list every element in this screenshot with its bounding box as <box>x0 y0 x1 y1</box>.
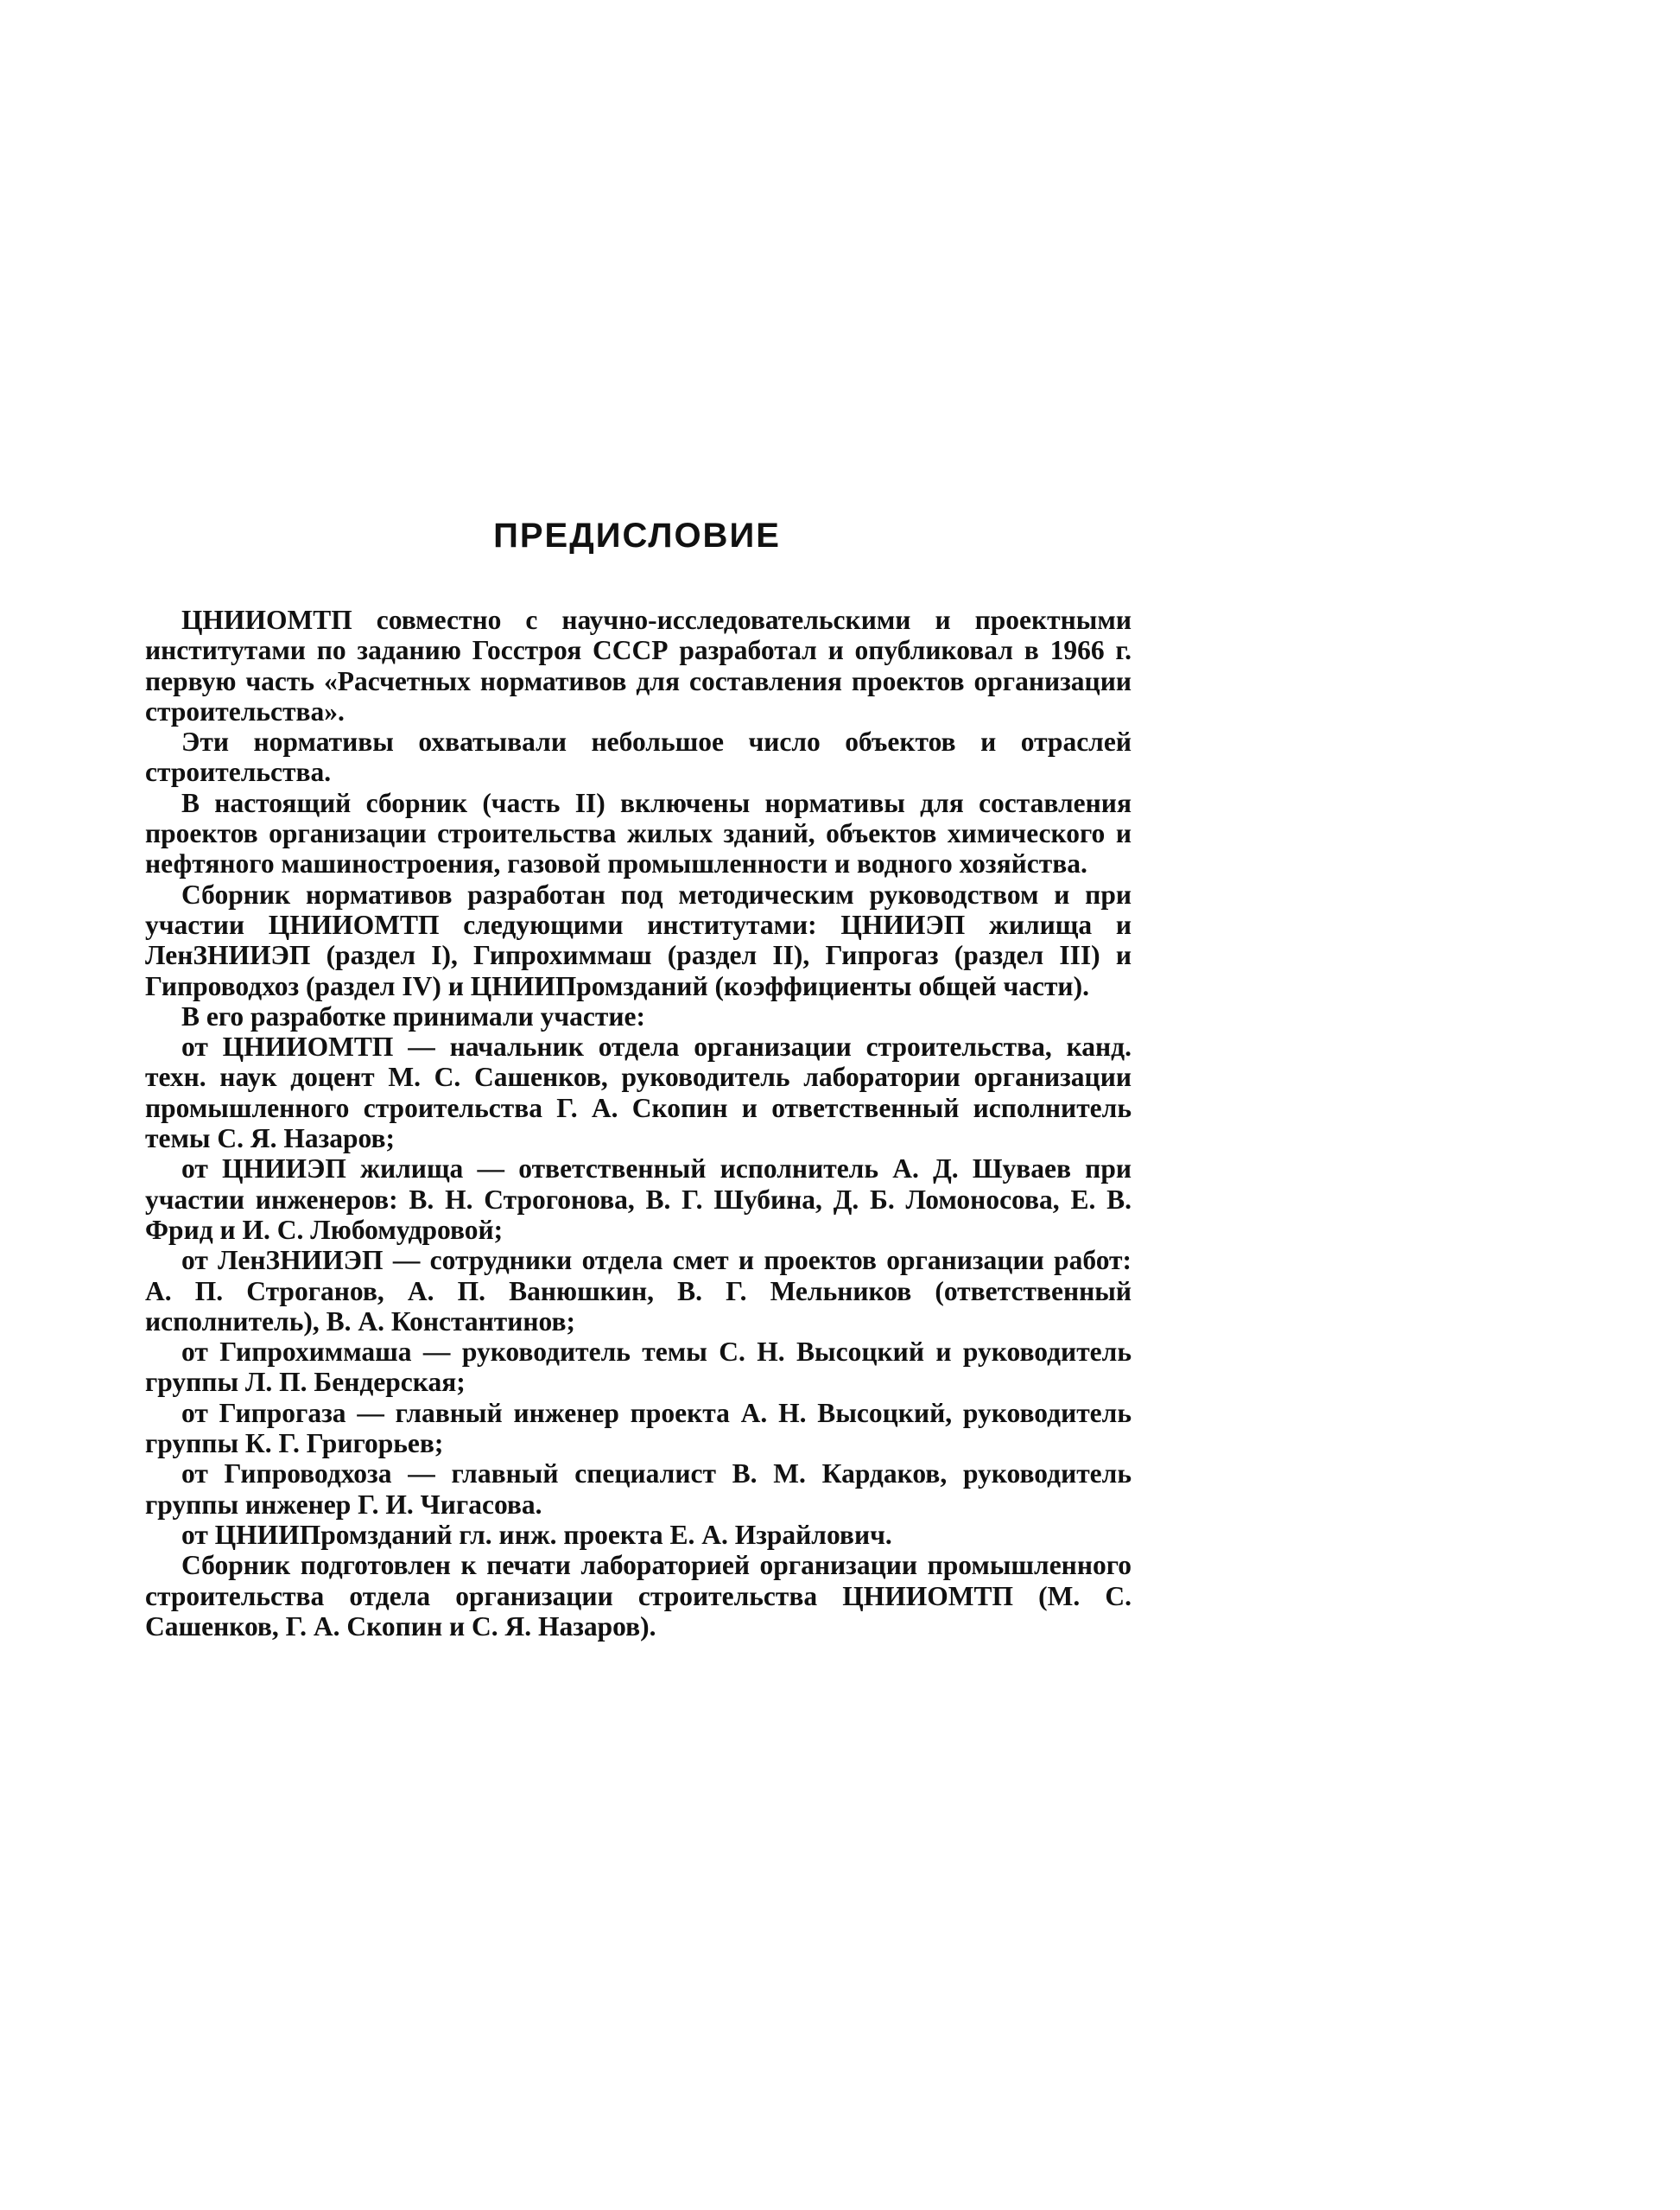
paragraph: В его разработке принимали участие: <box>181 1000 645 1032</box>
paragraph: от ЦНИИПромзданий гл. инж. проекта Е. А. Израйлович. <box>181 1519 892 1550</box>
paragraph: Сборник подготовлен к печати лабораторией организации промышленного строительства отдела организации строительства ЦНИИОМТП (М. С. Сашенков, Г. А. Скопин и С. Я. Назаров). <box>145 1550 1132 1642</box>
paragraph: от ЦНИИОМТП — начальник отдела организации строительства, канд. техн. наук доцент М. С. Сашенков, руководитель лаборатории организации промышленного строительства Г. А. Скопин и ответственный исполнитель темы С. Я. Назаров; <box>145 1032 1132 1154</box>
paragraph: от ЛенЗНИИЭП — сотрудники отдела смет и проектов организации работ: А. П. Строганов, А. П. Ванюшкин, В. Г. Мельников (ответственный исполнитель), В. А. Константинов; <box>145 1245 1132 1337</box>
paragraph: от Гипрогаза — главный инженер проекта А. Н. Высоцкий, руководитель группы К. Г. Григорьев; <box>145 1397 1132 1459</box>
paragraph: ЦНИИОМТП совместно с научно-исследовательскими и проектными институтами по заданию Госстроя СССР разработал и опубликовал в 1966 г. первую часть «Расчетных нормативов для составления проектов организации строительства». <box>145 605 1132 727</box>
paragraph: Сборник нормативов разработан под методическим руководством и при участии ЦНИИОМТП следующими институтами: ЦНИИЭП жилища и ЛенЗНИИЭП (раздел I), Гипрохиммаш (раздел II), Гипрогаз (раздел III) и Гипроводхоз (раздел IV) и ЦНИИПромзданий (коэффициенты общей части). <box>145 879 1132 1001</box>
paragraph: от ЦНИИЭП жилища — ответственный исполнитель А. Д. Шуваев при участии инженеров: В. Н. Строгонова, В. Г. Шубина, Д. Б. Ломоносова, Е. В. Фрид и И. С. Любомудровой; <box>145 1153 1132 1245</box>
preface-body <box>145 605 1132 1642</box>
page-title: ПРЕДИСЛОВИЕ <box>493 517 781 555</box>
paragraph: от Гипроводхоза — главный специалист В. М. Кардаков, руководитель группы инженер Г. И. Чигасова. <box>145 1458 1132 1520</box>
paragraph: Эти нормативы охватывали небольшое число объектов и отраслей строительства. <box>145 727 1132 788</box>
paragraph: от Гипрохиммаша — руководитель темы С. Н. Высоцкий и руководитель группы Л. П. Бендерская; <box>145 1337 1132 1398</box>
paragraph: В настоящий сборник (часть II) включены нормативы для составления проектов организации строительства жилых зданий, объектов химического и нефтяного машиностроения, газовой промышленности и водного хозяйства. <box>145 787 1132 880</box>
